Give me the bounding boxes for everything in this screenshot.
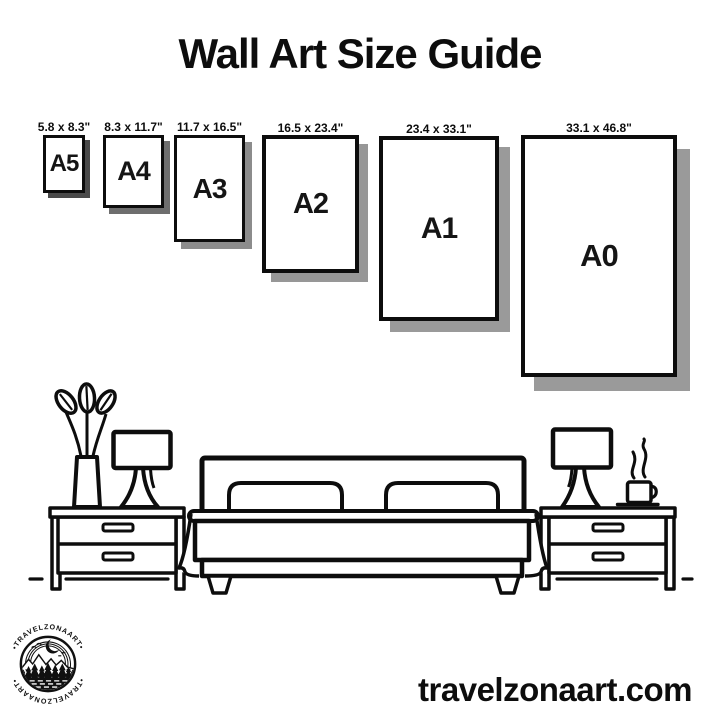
potted-plant-icon xyxy=(52,384,119,507)
size-dims-a5: 5.8 x 8.3" xyxy=(37,120,91,134)
size-dims-a0: 33.1 x 46.8" xyxy=(566,121,632,135)
badge-ring-text-top: •TRAVELZONAART• xyxy=(10,623,86,651)
size-dims-a4: 8.3 x 11.7" xyxy=(104,120,163,134)
coffee-cup-icon xyxy=(618,439,659,505)
table-lamp-right-icon xyxy=(553,430,611,508)
nightstand-left-icon xyxy=(50,508,184,589)
size-label-a0: A0 xyxy=(580,238,618,273)
size-dims-a1: 23.4 x 33.1" xyxy=(406,122,472,136)
size-label-a2: A2 xyxy=(292,187,329,220)
table-lamp-left-icon xyxy=(114,432,171,507)
size-dims-a3: 11.7 x 16.5" xyxy=(176,120,243,134)
size-label-a3: A3 xyxy=(192,172,227,204)
size-dims-a2: 16.5 x 23.4" xyxy=(277,121,344,135)
website-url: travelzonaart.com xyxy=(418,671,692,708)
badge-ring-text-bottom: •TRAVELZONAART• xyxy=(10,677,86,705)
double-bed-icon xyxy=(178,458,548,593)
size-label-a5: A5 xyxy=(49,150,79,177)
nightstand-right-icon xyxy=(541,508,675,589)
size-label-a4: A4 xyxy=(117,156,150,186)
brand-logo-badge xyxy=(5,620,91,708)
page-title: Wall Art Size Guide xyxy=(178,30,542,77)
size-label-a1: A1 xyxy=(420,211,458,245)
